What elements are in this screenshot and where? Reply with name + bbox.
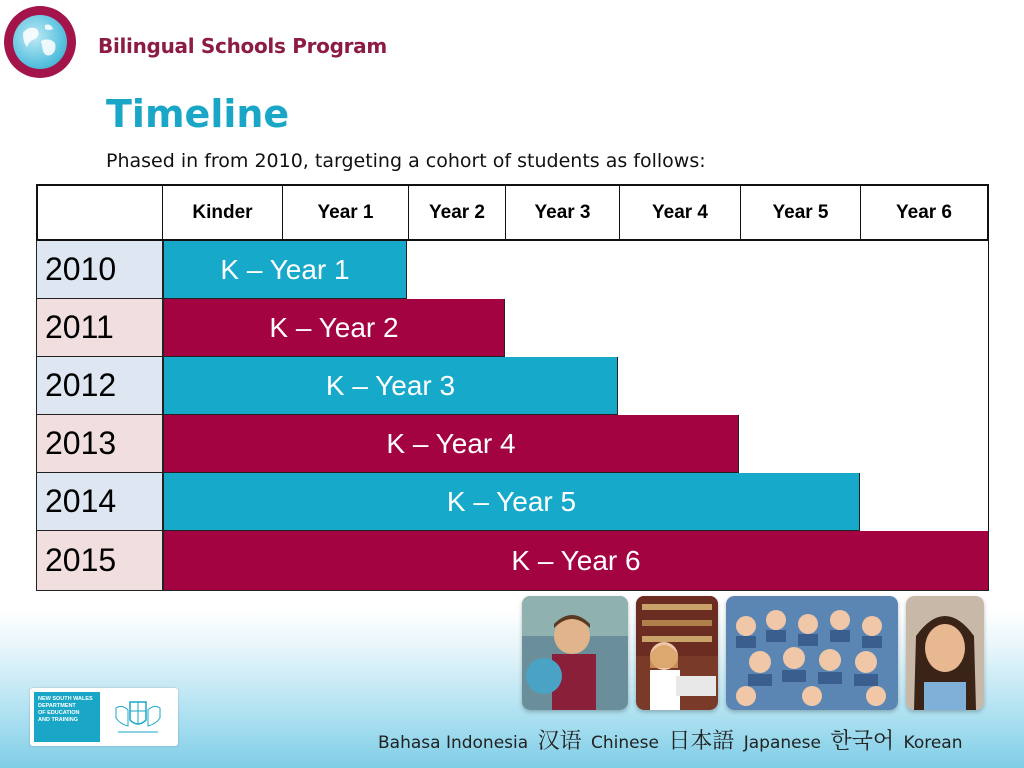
department-line: DEPARTMENT <box>38 703 76 709</box>
page-title: Timeline <box>106 92 290 136</box>
header-kinder: Kinder <box>162 186 282 239</box>
department-name-block <box>34 692 100 742</box>
row-year-2012: 2012 <box>36 357 163 415</box>
globe-logo-icon <box>4 6 76 78</box>
bar-2012: K – Year 3 <box>163 357 618 415</box>
department-line: NEW SOUTH WALES <box>38 696 93 702</box>
header-year-3: Year 3 <box>505 186 619 239</box>
row-year-2010: 2010 <box>36 241 163 299</box>
header-year-2: Year 2 <box>408 186 505 239</box>
languages-list <box>378 724 967 755</box>
row-year-2014: 2014 <box>36 473 163 531</box>
department-line: OF EDUCATION <box>38 710 80 716</box>
header-year-5: Year 5 <box>740 186 860 239</box>
row-year-2013: 2013 <box>36 415 163 473</box>
program-name: Bilingual Schools Program <box>98 34 387 58</box>
language-chinese: Chinese <box>591 733 659 753</box>
bar-2014: K – Year 5 <box>163 473 860 531</box>
department-line: AND TRAINING <box>38 717 79 723</box>
row-year-2015: 2015 <box>36 531 163 591</box>
language-indonesian: Bahasa Indonesia <box>378 733 529 753</box>
timeline-table <box>36 184 989 591</box>
language-korean: Korean <box>903 733 963 753</box>
header-year-6: Year 6 <box>860 186 987 239</box>
row-year-2011: 2011 <box>36 299 163 357</box>
language-chinese-native: 汉语 <box>537 729 582 754</box>
bar-2015: K – Year 6 <box>163 531 989 591</box>
crest-icon <box>108 694 168 740</box>
students-group-photo <box>726 596 898 710</box>
language-korean-native: 한국어 <box>830 729 895 754</box>
bar-2011: K – Year 2 <box>163 299 505 357</box>
page-subtitle: Phased in from 2010, targeting a cohort of students as follows: <box>106 150 706 172</box>
student-photo-2 <box>636 596 718 710</box>
bar-2013: K – Year 4 <box>163 415 739 473</box>
student-photo-1 <box>522 596 628 710</box>
bar-2010: K – Year 1 <box>163 241 407 299</box>
table-header-row <box>36 184 989 241</box>
department-logo <box>30 688 178 746</box>
language-japanese-native: 日本語 <box>668 729 735 754</box>
header-year-1: Year 1 <box>282 186 408 239</box>
student-photo-3 <box>906 596 984 710</box>
header-year-4: Year 4 <box>619 186 740 239</box>
language-japanese: Japanese <box>743 733 821 753</box>
